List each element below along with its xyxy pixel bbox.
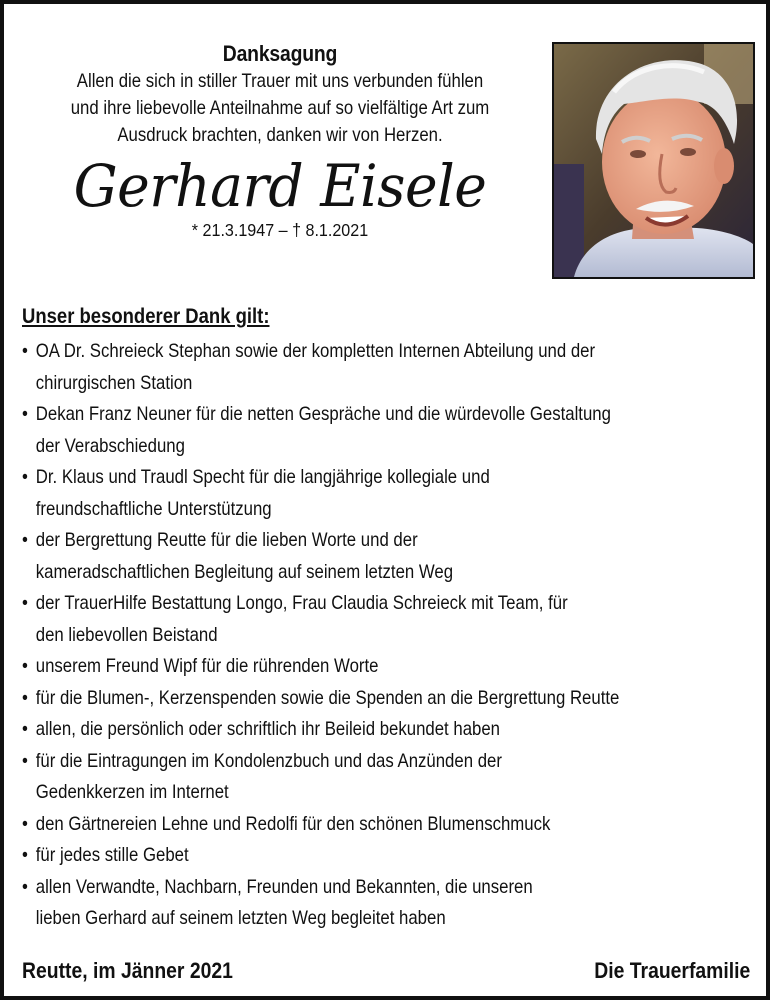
item-line: der Bergrettung Reutte für die lieben Worte und der [35, 529, 418, 551]
bullet-icon: • [22, 686, 28, 709]
item-line: für die Eintragungen im Kondolenzbuch und das Anzünden der [35, 749, 502, 772]
portrait-photo [552, 42, 755, 279]
portrait-illustration [554, 44, 753, 277]
item-line: der Verabschiedung [35, 434, 185, 457]
item-line: den liebevollen Beistand [35, 623, 218, 646]
list-item [22, 399, 769, 462]
item-line: für jedes stille Gebet [35, 844, 189, 866]
item-line: allen, die persönlich oder schriftlich ihr Beileid bekundet haben [35, 718, 501, 740]
item-line: allen Verwandte, Nachbarn, Freunden und Bekannten, die unseren [35, 875, 533, 898]
item-line: kameradschaftlichen Begleitung auf seinem letzten Weg [35, 560, 454, 583]
thanks-list [22, 336, 757, 935]
intro-line: Allen die sich in stiller Trauer mit uns verbunden fühlen [76, 70, 484, 92]
intro-line: und ihre liebevolle Anteilnahme auf so vielfältige Art zum [70, 97, 490, 119]
bullet-icon: • [22, 466, 28, 488]
bullet-icon: • [22, 875, 28, 898]
list-item [22, 809, 769, 841]
bullet-icon: • [22, 812, 28, 835]
bullet-icon: • [22, 592, 28, 614]
list-item [22, 588, 769, 651]
item-line: chirurgischen Station [35, 371, 193, 394]
list-item [22, 462, 769, 525]
header [24, 40, 536, 241]
list-item [22, 840, 769, 872]
bullet-icon: • [22, 844, 28, 866]
bullet-icon: • [22, 718, 28, 740]
thanks-section [22, 304, 757, 935]
list-item [22, 746, 769, 809]
item-line: Gedenkkerzen im Internet [35, 781, 229, 803]
heading: Danksagung [222, 41, 338, 66]
bullet-icon: • [22, 529, 28, 551]
signature: Die Trauerfamilie [593, 958, 750, 983]
item-line: für die Blumen-, Kerzenspenden sowie die Spenden an die Bergrettung Reutte [35, 686, 620, 709]
list-item [22, 714, 769, 746]
item-line: OA Dr. Schreieck Stephan sowie der kompletten Internen Abteilung und der [35, 340, 596, 362]
item-line: den Gärtnereien Lehne und Redolfi für den schönen Blumenschmuck [35, 812, 551, 835]
item-line: unserem Freund Wipf für die rührenden Worte [35, 655, 379, 677]
item-line: freundschaftliche Unterstützung [35, 497, 272, 520]
intro-line: Ausdruck brachten, danken wir von Herzen. [117, 124, 443, 146]
section-title: Unser besonderer Dank gilt: [22, 305, 270, 328]
item-line: Dekan Franz Neuner für die netten Gespräche und die würdevolle Gestaltung [35, 403, 611, 425]
list-item [22, 683, 769, 715]
bullet-icon: • [22, 749, 28, 772]
list-item [22, 336, 769, 399]
place-date: Reutte, im Jänner 2021 [22, 958, 233, 983]
bullet-icon: • [22, 340, 28, 362]
intro-text [60, 68, 500, 149]
life-dates: * 21.3.1947 – † 8.1.2021 [191, 220, 369, 240]
list-item [22, 525, 769, 588]
item-line: lieben Gerhard auf seinem letzten Weg begleitet haben [35, 907, 446, 929]
deceased-name: Gerhard Eisele [73, 152, 487, 220]
list-item [22, 872, 769, 935]
item-line: der TrauerHilfe Bestattung Longo, Frau Claudia Schreieck mit Team, für [35, 592, 568, 614]
bullet-icon: • [22, 655, 28, 677]
bullet-icon: • [22, 403, 28, 425]
item-line: Dr. Klaus und Traudl Specht für die langjährige kollegiale und [35, 466, 490, 488]
list-item [22, 651, 769, 683]
